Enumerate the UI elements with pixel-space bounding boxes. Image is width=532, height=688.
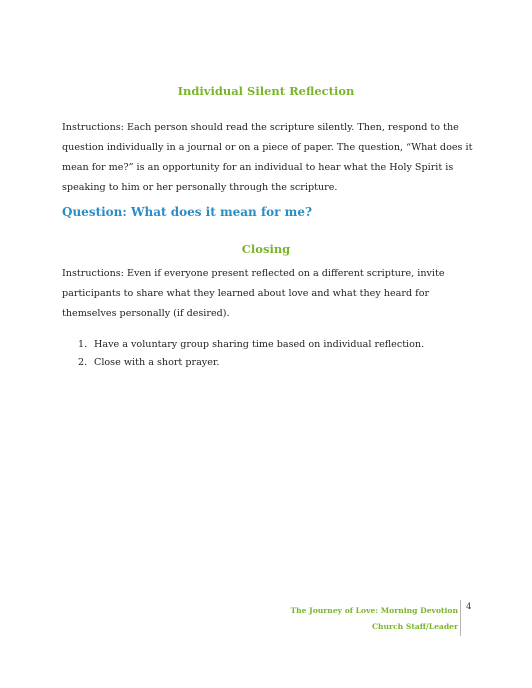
list-item-number: 2. (78, 357, 88, 368)
list-item-number: 1. (78, 339, 88, 350)
reflection-heading: Individual Silent Reflection (177, 84, 355, 98)
closing-steps-list (62, 336, 477, 372)
closing-instructions: Instructions: Even if everyone present reflected on a different scripture, invite participants to share what they learned about love and what they heard for themselves personally (if desired). (62, 268, 445, 319)
reflection-instructions: Instructions: Each person should read the scripture silently. Then, respond to the question individually in a journal or on a piece of paper. The question, “What does it mean for me?” is an opportunity for an individual to hear what the Holy Spirit is speaking to him or her personally through the scripture. (62, 122, 473, 193)
page-number: 4 (466, 602, 472, 612)
footer-divider (460, 600, 461, 636)
footer-title: The Journey of Love: Morning Devotion (290, 606, 458, 615)
footer-subtitle: Church Staff/Leader (371, 622, 458, 631)
list-item-text: Have a voluntary group sharing time based on individual reflection. (94, 339, 425, 350)
question-heading: Question: What does it mean for me? (62, 205, 312, 219)
list-item (62, 336, 477, 354)
page-footer (290, 603, 458, 635)
list-item (62, 354, 477, 372)
list-item-text: Close with a short prayer. (94, 357, 220, 368)
closing-heading: Closing (241, 242, 291, 256)
